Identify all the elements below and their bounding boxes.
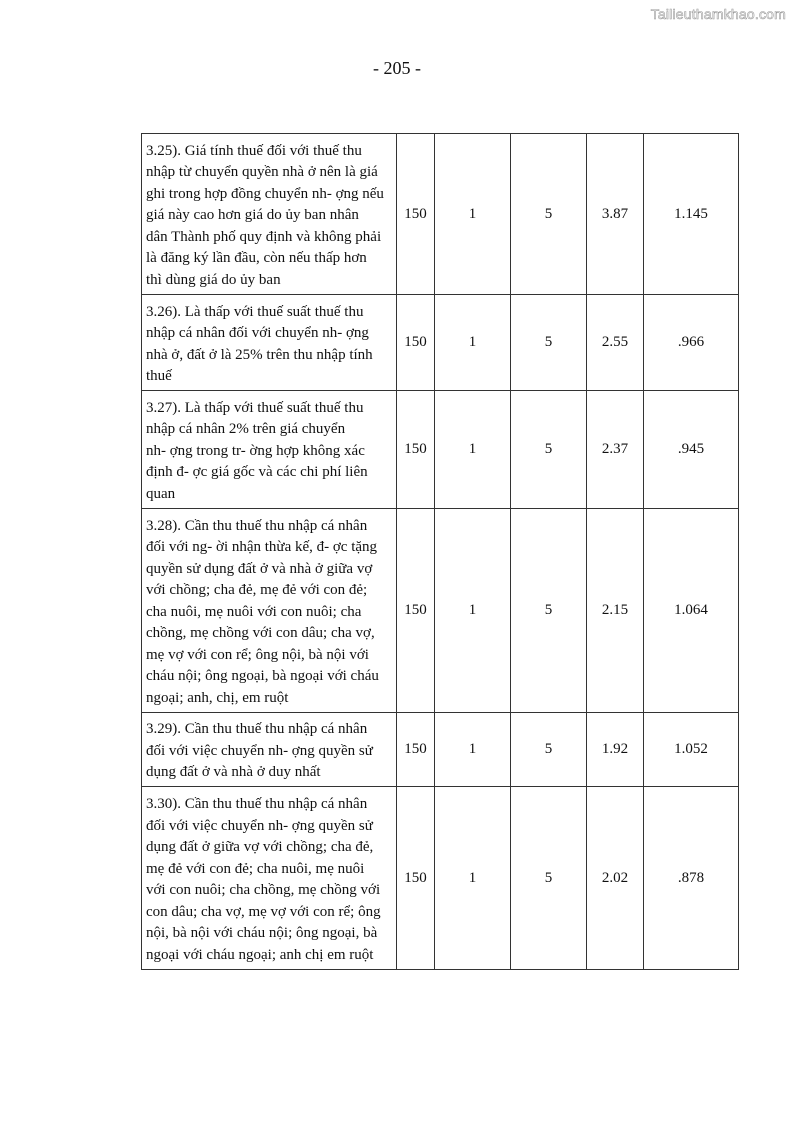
minimum-cell: 1: [435, 391, 511, 509]
statement-line: cha nuôi, mẹ nuôi với con nuôi; cha: [146, 603, 362, 620]
minimum-cell: 1: [435, 134, 511, 295]
statement-line: nhập cá nhân đối với chuyển nh- ợng: [146, 325, 369, 341]
statement-line: 3.26). Là thấp với thuế suất thuế thu: [146, 303, 364, 320]
statement-line: với con nuôi; cha chồng, mẹ chồng với: [146, 882, 381, 898]
table-row: [142, 391, 739, 509]
count-cell: 150: [397, 713, 435, 787]
std-deviation-cell: 1.145: [644, 134, 739, 295]
statement-line: đối với ng- ời nhận thừa kế, đ- ợc tặng: [146, 539, 378, 556]
statement-line: định đ- ợc giá gốc và các chi phí liên: [146, 464, 368, 481]
minimum-cell: 1: [435, 295, 511, 391]
std-deviation-cell: 1.064: [644, 509, 739, 713]
page-number: - 205 -: [373, 58, 421, 78]
survey-results-table: [141, 133, 739, 970]
statement-line: nội, bà nội với cháu nội; ông ngoại, bà: [146, 925, 378, 941]
statement-line: nhập cá nhân 2% trên giá chuyển: [146, 421, 346, 438]
statement-line: dụng đất ở giữa vợ với chồng; cha đẻ,: [146, 839, 374, 855]
statement-line: mẹ vợ với con rể; ông nội, bà nội với: [146, 646, 369, 663]
table-row: [142, 295, 739, 391]
count-cell: 150: [397, 295, 435, 391]
count-cell: 150: [397, 391, 435, 509]
statement-line: ngoại; anh, chị, em ruột: [146, 689, 289, 706]
table-row: [142, 787, 739, 970]
statement-line: 3.29). Cần thu thuế thu nhập cá nhân: [146, 721, 368, 738]
statement-line: quan: [146, 485, 176, 502]
statement-line: đối với việc chuyển nh- ợng quyền sử: [146, 817, 373, 834]
minimum-cell: 1: [435, 509, 511, 713]
statement-line: giá này cao hơn giá do ủy ban nhân: [146, 207, 359, 224]
maximum-cell: 5: [511, 713, 587, 787]
statement-line: ghi trong hợp đồng chuyển nh- ợng nếu: [146, 185, 384, 202]
statement-cell: [142, 509, 397, 713]
statement-line: nhập từ chuyển quyền nhà ở nên là giá: [146, 164, 378, 181]
statement-line: 3.30). Cần thu thuế thu nhập cá nhân: [146, 796, 368, 812]
maximum-cell: 5: [511, 509, 587, 713]
count-cell: 150: [397, 509, 435, 713]
statement-line: mẹ đẻ với con đẻ; cha nuôi, mẹ nuôi: [146, 860, 365, 877]
statement-line: đối với việc chuyển nh- ợng quyền sử: [146, 742, 373, 759]
statement-line: chồng, mẹ chồng với con dâu; cha vợ,: [146, 625, 375, 642]
count-cell: 150: [397, 787, 435, 970]
watermark-text: Tailieuthamkhao.com: [650, 6, 786, 22]
statement-line: thì dùng giá do ủy ban: [146, 271, 281, 288]
statement-line: dân Thành phố quy định và không phải: [146, 228, 382, 245]
statement-cell: [142, 787, 397, 970]
statement-line: quyền sử dụng đất ở và nhà ở giữa vợ: [146, 560, 373, 577]
statement-cell: [142, 134, 397, 295]
statement-line: 3.27). Là thấp với thuế suất thuế thu: [146, 399, 364, 416]
minimum-cell: 1: [435, 713, 511, 787]
mean-cell: 1.92: [587, 713, 644, 787]
statement-line: nh- ợng trong tr- ờng hợp không xác: [146, 442, 365, 459]
std-deviation-cell: .966: [644, 295, 739, 391]
statement-line: thuế: [146, 368, 172, 384]
statement-line: với chồng; cha đẻ, mẹ đẻ với con đẻ;: [146, 582, 368, 599]
minimum-cell: 1: [435, 787, 511, 970]
statement-line: 3.25). Giá tính thuế đối với thuế thu: [146, 142, 362, 159]
std-deviation-cell: 1.052: [644, 713, 739, 787]
maximum-cell: 5: [511, 134, 587, 295]
std-deviation-cell: .945: [644, 391, 739, 509]
statement-line: dụng đất ở và nhà ở duy nhất: [146, 764, 321, 781]
statement-line: nhà ở, đất ở là 25% trên thu nhập tính: [146, 346, 373, 363]
statement-cell: [142, 391, 397, 509]
statement-line: cháu nội; ông ngoại, bà ngoại với cháu: [146, 668, 379, 685]
table-row: [142, 134, 739, 295]
statement-line: là đăng ký lần đầu, còn nếu thấp hơn: [146, 250, 367, 267]
count-cell: 150: [397, 134, 435, 295]
statement-line: 3.28). Cần thu thuế thu nhập cá nhân: [146, 517, 368, 534]
table-row: [142, 509, 739, 713]
maximum-cell: 5: [511, 787, 587, 970]
maximum-cell: 5: [511, 295, 587, 391]
statement-cell: [142, 713, 397, 787]
table-row: [142, 713, 739, 787]
statement-line: ngoại với cháu ngoại; anh chị em ruột: [146, 946, 374, 963]
std-deviation-cell: .878: [644, 787, 739, 970]
mean-cell: 2.15: [587, 509, 644, 713]
statement-cell: [142, 295, 397, 391]
maximum-cell: 5: [511, 391, 587, 509]
mean-cell: 2.55: [587, 295, 644, 391]
statement-line: con dâu; cha vợ, mẹ vợ với con rể; ông: [146, 903, 381, 920]
mean-cell: 2.02: [587, 787, 644, 970]
mean-cell: 3.87: [587, 134, 644, 295]
mean-cell: 2.37: [587, 391, 644, 509]
